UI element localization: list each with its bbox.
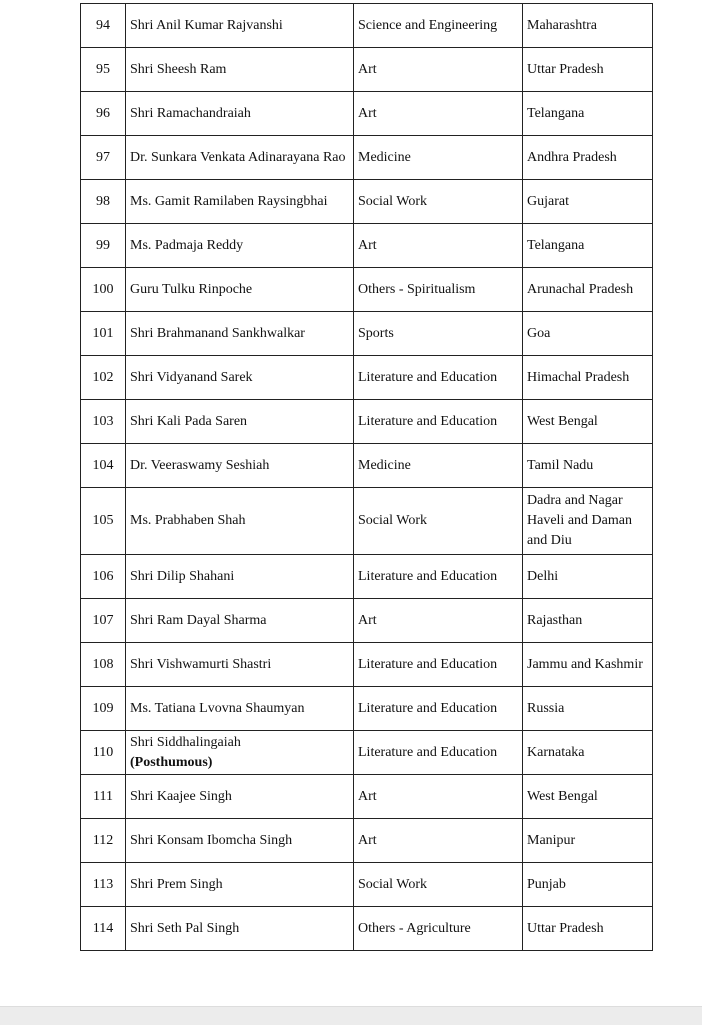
field-cell: Literature and Education	[354, 555, 523, 599]
serial-number-cell: 111	[81, 775, 126, 819]
table-row	[81, 444, 653, 488]
state-cell: Uttar Pradesh	[523, 48, 653, 92]
name-cell: Shri Konsam Ibomcha Singh	[126, 819, 354, 863]
state-cell: Manipur	[523, 819, 653, 863]
name-cell: Shri Kali Pada Saren	[126, 400, 354, 444]
name-cell: Ms. Padmaja Reddy	[126, 224, 354, 268]
name-cell: Shri Ramachandraiah	[126, 92, 354, 136]
serial-number-cell: 95	[81, 48, 126, 92]
serial-number-cell: 114	[81, 907, 126, 951]
state-cell: Delhi	[523, 555, 653, 599]
name-cell: Shri Kaajee Singh	[126, 775, 354, 819]
field-cell: Others - Spiritualism	[354, 268, 523, 312]
serial-number-cell: 112	[81, 819, 126, 863]
table-row	[81, 356, 653, 400]
name-cell: Shri Vidyanand Sarek	[126, 356, 354, 400]
serial-number-cell: 106	[81, 555, 126, 599]
serial-number-cell: 96	[81, 92, 126, 136]
field-cell: Social Work	[354, 488, 523, 555]
serial-number-cell: 98	[81, 180, 126, 224]
field-cell: Art	[354, 599, 523, 643]
state-cell: Tamil Nadu	[523, 444, 653, 488]
field-cell: Literature and Education	[354, 731, 523, 775]
name-cell	[126, 731, 354, 775]
field-cell: Social Work	[354, 863, 523, 907]
name-cell: Dr. Sunkara Venkata Adinarayana Rao	[126, 136, 354, 180]
table-row	[81, 92, 653, 136]
state-cell: Russia	[523, 687, 653, 731]
table-row	[81, 731, 653, 775]
field-cell: Art	[354, 224, 523, 268]
name-text: Shri Siddhalingaiah	[130, 734, 241, 750]
name-cell: Shri Prem Singh	[126, 863, 354, 907]
awards-table	[80, 3, 653, 951]
table-row	[81, 180, 653, 224]
serial-number-cell: 101	[81, 312, 126, 356]
serial-number-cell: 94	[81, 4, 126, 48]
table-row	[81, 268, 653, 312]
field-cell: Art	[354, 775, 523, 819]
state-cell: Dadra and Nagar Haveli and Daman and Diu	[523, 488, 653, 555]
posthumous-note: (Posthumous)	[130, 754, 213, 770]
table-row	[81, 819, 653, 863]
field-cell: Medicine	[354, 136, 523, 180]
field-cell: Literature and Education	[354, 643, 523, 687]
state-cell: Telangana	[523, 224, 653, 268]
table-row	[81, 907, 653, 951]
field-cell: Medicine	[354, 444, 523, 488]
serial-number-cell: 108	[81, 643, 126, 687]
table-row	[81, 775, 653, 819]
serial-number-cell: 107	[81, 599, 126, 643]
field-cell: Literature and Education	[354, 400, 523, 444]
table-row	[81, 400, 653, 444]
state-cell: Arunachal Pradesh	[523, 268, 653, 312]
table-row	[81, 312, 653, 356]
serial-number-cell: 97	[81, 136, 126, 180]
table-row	[81, 136, 653, 180]
field-cell: Art	[354, 48, 523, 92]
serial-number-cell: 100	[81, 268, 126, 312]
name-cell: Shri Ram Dayal Sharma	[126, 599, 354, 643]
table-row	[81, 863, 653, 907]
state-cell: Telangana	[523, 92, 653, 136]
serial-number-cell: 113	[81, 863, 126, 907]
table-row	[81, 687, 653, 731]
name-cell: Shri Vishwamurti Shastri	[126, 643, 354, 687]
state-cell: Himachal Pradesh	[523, 356, 653, 400]
serial-number-cell: 110	[81, 731, 126, 775]
table-row	[81, 488, 653, 555]
name-cell: Shri Dilip Shahani	[126, 555, 354, 599]
state-cell: Punjab	[523, 863, 653, 907]
serial-number-cell: 109	[81, 687, 126, 731]
table-row	[81, 224, 653, 268]
field-cell: Science and Engineering	[354, 4, 523, 48]
state-cell: West Bengal	[523, 775, 653, 819]
table-row	[81, 599, 653, 643]
name-cell: Shri Brahmanand Sankhwalkar	[126, 312, 354, 356]
state-cell: Uttar Pradesh	[523, 907, 653, 951]
field-cell: Art	[354, 92, 523, 136]
viewer-bottom-bar	[0, 1006, 702, 1025]
name-cell: Ms. Gamit Ramilaben Raysingbhai	[126, 180, 354, 224]
state-cell: Maharashtra	[523, 4, 653, 48]
serial-number-cell: 99	[81, 224, 126, 268]
name-cell: Shri Seth Pal Singh	[126, 907, 354, 951]
state-cell: Gujarat	[523, 180, 653, 224]
serial-number-cell: 104	[81, 444, 126, 488]
field-cell: Sports	[354, 312, 523, 356]
table-row	[81, 643, 653, 687]
state-cell: Andhra Pradesh	[523, 136, 653, 180]
serial-number-cell: 102	[81, 356, 126, 400]
serial-number-cell: 105	[81, 488, 126, 555]
field-cell: Art	[354, 819, 523, 863]
table-row	[81, 48, 653, 92]
name-cell: Ms. Tatiana Lvovna Shaumyan	[126, 687, 354, 731]
name-cell: Shri Anil Kumar Rajvanshi	[126, 4, 354, 48]
name-cell: Shri Sheesh Ram	[126, 48, 354, 92]
name-cell: Dr. Veeraswamy Seshiah	[126, 444, 354, 488]
serial-number-cell: 103	[81, 400, 126, 444]
state-cell: Goa	[523, 312, 653, 356]
state-cell: Jammu and Kashmir	[523, 643, 653, 687]
field-cell: Literature and Education	[354, 687, 523, 731]
state-cell: West Bengal	[523, 400, 653, 444]
field-cell: Social Work	[354, 180, 523, 224]
name-cell: Ms. Prabhaben Shah	[126, 488, 354, 555]
state-cell: Rajasthan	[523, 599, 653, 643]
state-cell: Karnataka	[523, 731, 653, 775]
field-cell: Others - Agriculture	[354, 907, 523, 951]
table-row	[81, 555, 653, 599]
field-cell: Literature and Education	[354, 356, 523, 400]
name-cell: Guru Tulku Rinpoche	[126, 268, 354, 312]
table-row	[81, 4, 653, 48]
